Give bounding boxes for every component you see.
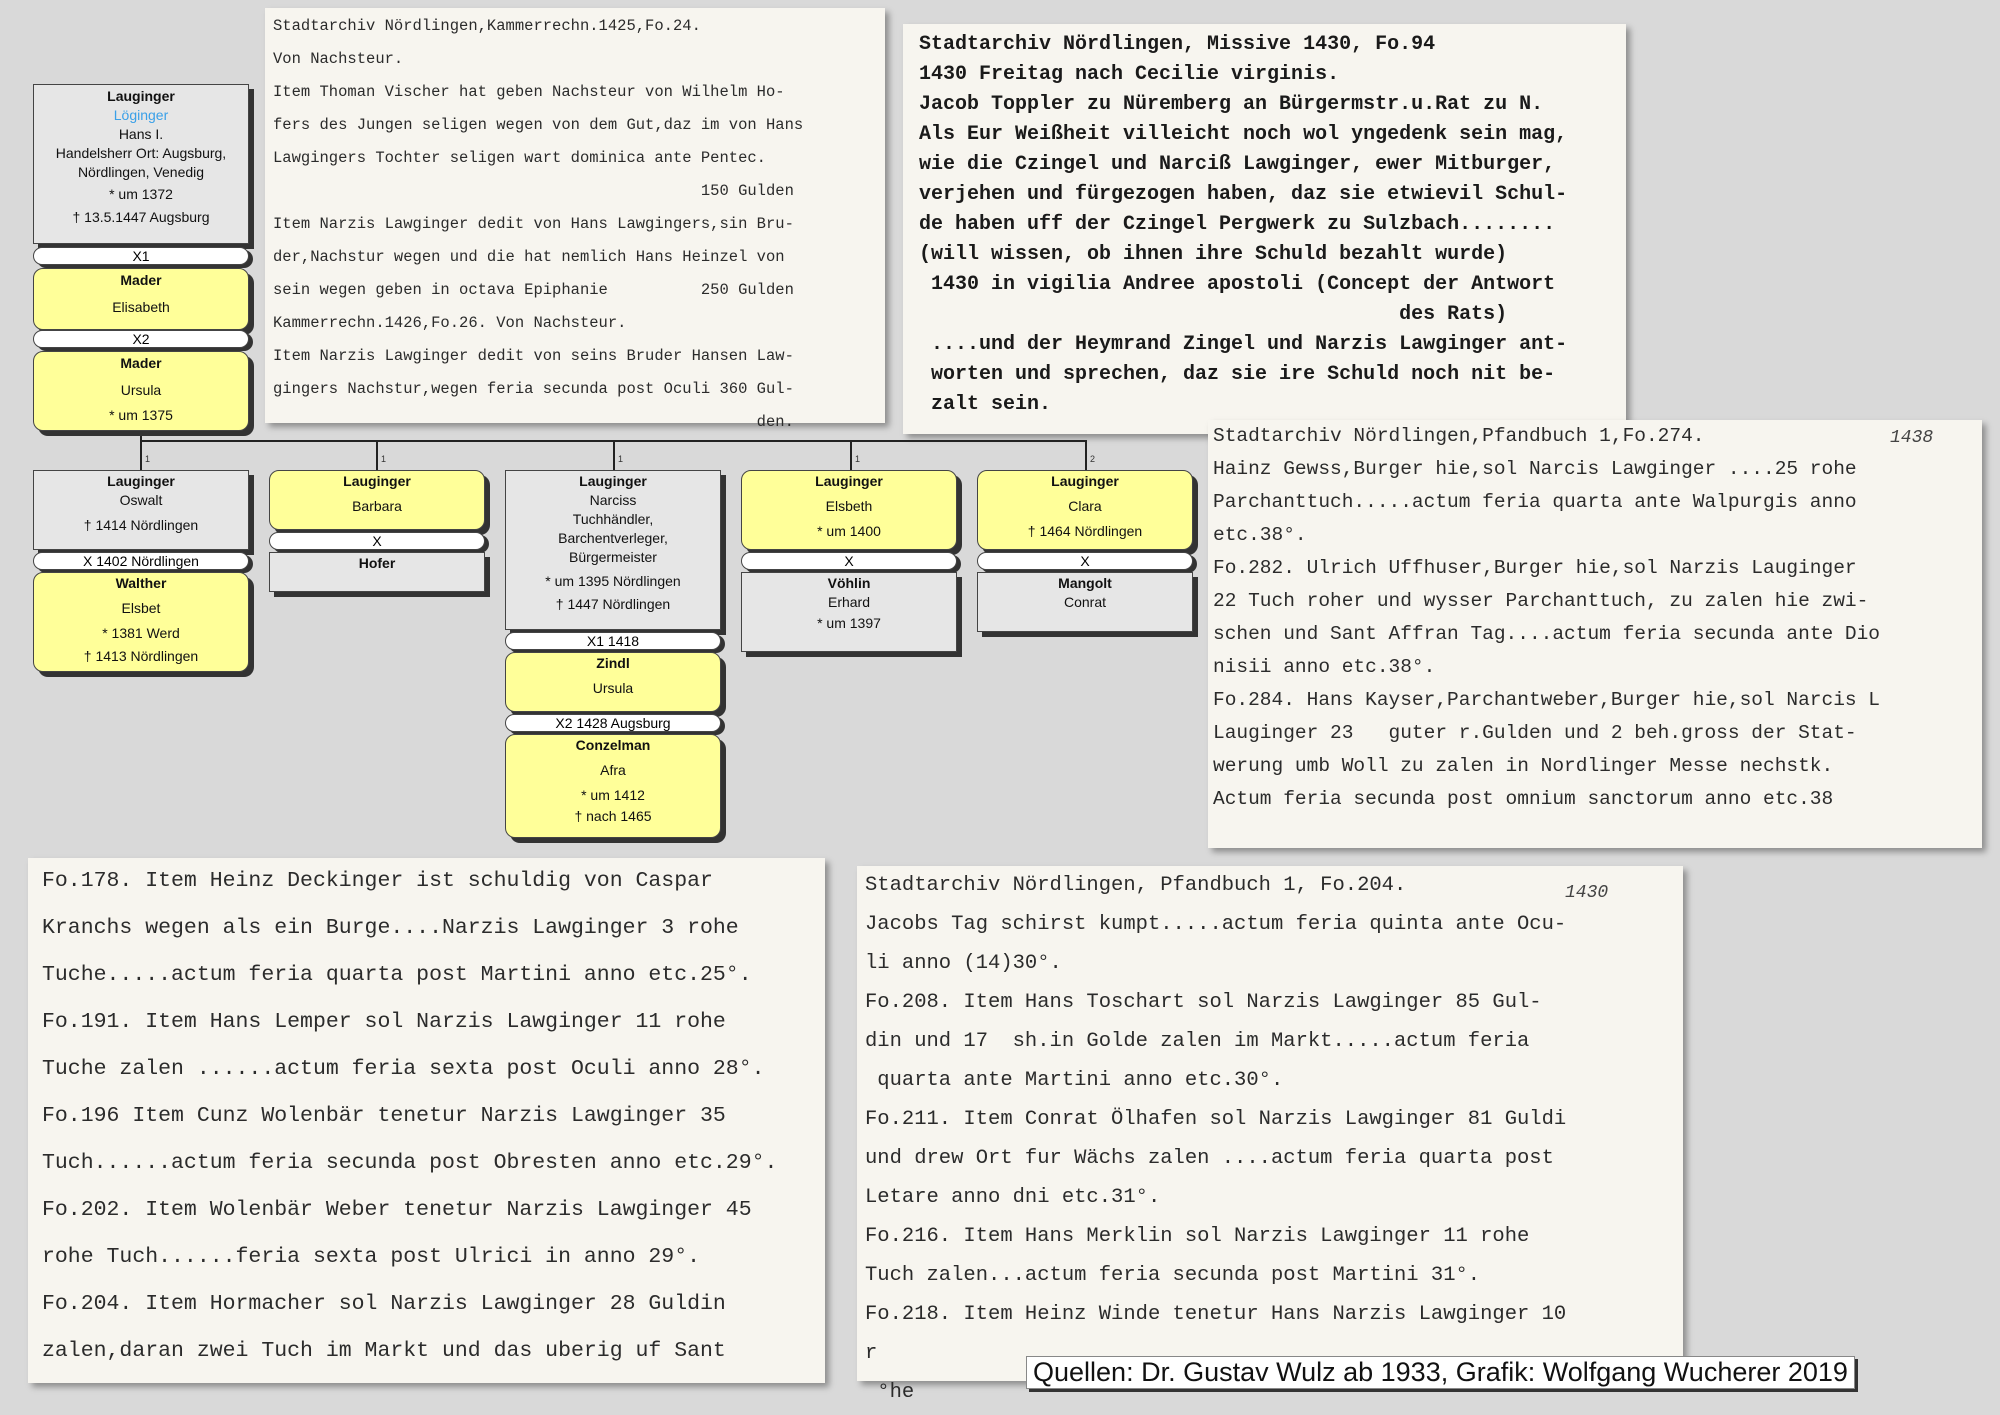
doc-line: sein wegen geben in octava Epiphanie 250 Gulden bbox=[273, 281, 794, 299]
doc-line: Kammerrechn.1426,Fo.26. Von Nachsteur. bbox=[273, 314, 627, 332]
marriage-clara: X bbox=[977, 552, 1193, 570]
doc-line: li anno (14)30°. bbox=[865, 952, 1062, 975]
doc-line: r bbox=[865, 1342, 878, 1365]
doc-pfandbuch-274 bbox=[1208, 420, 1982, 848]
doc-missive bbox=[903, 24, 1626, 434]
doc-line: quarta ante Martini anno etc.30°. bbox=[865, 1069, 1284, 1092]
marriage-x2: X2 bbox=[33, 330, 249, 348]
doc-line: gingers Nachstur,wegen feria secunda post Oculi 360 Gul- bbox=[273, 380, 794, 398]
child-number-2: 1 bbox=[381, 454, 387, 464]
marriage-elsbeth: X bbox=[741, 552, 957, 570]
doc-line: Fo.202. Item Wolenbär Weber tenetur Narzis Lawginger 45 bbox=[42, 1198, 752, 1222]
doc-line: Jacob Toppler zu Nüremberg an Bürgermstr.u.Rat zu N. bbox=[919, 93, 1544, 116]
doc-line: Item Narzis Lawginger dedit von seins Bruder Hansen Law- bbox=[273, 347, 794, 365]
doc-line: Letare anno dni etc.31°. bbox=[865, 1186, 1161, 1209]
doc-line: Tuche zalen ......actum feria sexta post Oculi anno 28°. bbox=[42, 1057, 765, 1081]
doc-line: Stadtarchiv Nördlingen,Kammerrechn.1425,Fo.24. bbox=[273, 17, 701, 35]
pfand204-text bbox=[865, 866, 1675, 1412]
pfand274-text bbox=[1213, 420, 1977, 816]
missive-text bbox=[919, 30, 1610, 420]
doc-line: ....und der Heymrand Zingel und Narzis Lawginger ant- bbox=[919, 333, 1568, 356]
child-number-3: 1 bbox=[618, 454, 624, 464]
doc-line: Tuch zalen...actum feria secunda post Martini 31°. bbox=[865, 1264, 1481, 1287]
doc-line: Item Thoman Vischer hat geben Nachsteur von Wilhelm Ho- bbox=[273, 83, 785, 101]
doc-line: den. bbox=[273, 413, 794, 431]
person-narciss-lauginger[interactable]: Lauginger Narciss Tuchhändler, Barchentverleger, Bürgermeister * um 1395 Nördlingen † 1447 Nördlingen bbox=[505, 470, 721, 630]
doc-line: Fo.211. Item Conrat Ölhafen sol Narzis Lawginger 81 Guldi bbox=[865, 1108, 1567, 1131]
connector-drop-5 bbox=[1085, 440, 1087, 470]
child-number-1: 1 bbox=[145, 454, 151, 464]
doc-line: 150 Gulden bbox=[273, 182, 794, 200]
doc-line: 1430 in vigilia Andree apostoli (Concept der Antwort bbox=[919, 273, 1556, 296]
marriage-narciss-x1: X1 1418 bbox=[505, 632, 721, 650]
connector-vertical-main bbox=[140, 430, 142, 470]
doc-line: din und 17 sh.in Golde zalen im Markt.....actum feria bbox=[865, 1030, 1530, 1053]
doc-line: der,Nachstur wegen und die hat nemlich Hans Heinzel von bbox=[273, 248, 785, 266]
doc-line: zalt sein. bbox=[919, 393, 1052, 416]
doc-line: nisii anno etc.38°. bbox=[1213, 656, 1436, 678]
marriage-narciss-x2: X2 1428 Augsburg bbox=[505, 714, 721, 732]
kammer-text bbox=[273, 10, 877, 439]
marriage-x1: X1 bbox=[33, 247, 249, 265]
person-elisabeth-mader[interactable]: Mader Elisabeth bbox=[33, 268, 249, 330]
person-ursula-zindl[interactable]: Zindl Ursula bbox=[505, 652, 721, 712]
connector-drop-3 bbox=[613, 440, 615, 470]
year-note-1430: 1430 bbox=[1565, 883, 1609, 903]
doc-line: schen und Sant Affran Tag....actum feria secunda ante Dio bbox=[1213, 623, 1881, 645]
doc-line: etc.38°. bbox=[1213, 524, 1307, 546]
doc-line: Fo.204. Item Hormacher sol Narzis Lawginger 28 Guldin bbox=[42, 1292, 726, 1316]
doc-line: Item Narzis Lawginger dedit von Hans Lawgingers,sin Bru- bbox=[273, 215, 794, 233]
doc-line: rohe Tuch......feria sexta post Ulrici in anno 29°. bbox=[42, 1245, 701, 1269]
doc-line: Lauginger 23 guter r.Gulden und 2 beh.gross der Stat- bbox=[1213, 722, 1857, 744]
person-conrat-mangolt[interactable]: Mangolt Conrat bbox=[977, 572, 1193, 632]
child-number-5: 2 bbox=[1090, 454, 1096, 464]
doc-line: wie die Czingel und Narciß Lawginger, ewer Mitburger, bbox=[919, 153, 1556, 176]
doc-line: Fo.282. Ulrich Uffhuser,Burger hie,sol Narzis Lauginger bbox=[1213, 557, 1857, 579]
child-number-4: 1 bbox=[855, 454, 861, 464]
person-ursula-mader[interactable]: Mader Ursula * um 1375 bbox=[33, 351, 249, 431]
doc-pfandbuch-204 bbox=[857, 866, 1683, 1404]
doc-line: Tuche.....actum feria quarta post Martini anno etc.25°. bbox=[42, 963, 752, 987]
doc-line: Fo.196 Item Cunz Wolenbär tenetur Narzis Lawginger 35 bbox=[42, 1104, 726, 1128]
doc-line: Fo.208. Item Hans Toschart sol Narzis Lawginger 85 Gul- bbox=[865, 991, 1542, 1014]
doc-line: Kranchs wegen als ein Burge....Narzis Lawginger 3 rohe bbox=[42, 916, 739, 940]
doc-line: des Rats) bbox=[919, 303, 1508, 326]
doc-line: Lawgingers Tochter seligen wart dominica ante Pentec. bbox=[273, 149, 766, 167]
doc-line: Fo.191. Item Hans Lemper sol Narzis Lawginger 11 rohe bbox=[42, 1010, 726, 1034]
connector-drop-4 bbox=[850, 440, 852, 470]
doc-line: 1430 Freitag nach Cecilie virginis. bbox=[919, 63, 1340, 86]
connector-drop-2 bbox=[376, 440, 378, 470]
doc-line: Parchanttuch.....actum feria quarta ante Walpurgis anno bbox=[1213, 491, 1857, 513]
doc-line: Jacobs Tag schirst kumpt.....actum feria quinta ante Ocu- bbox=[865, 913, 1567, 936]
fo178-text bbox=[42, 858, 811, 1375]
doc-line: Tuch......actum feria secunda post Obresten anno etc.29°. bbox=[42, 1151, 778, 1175]
doc-line: verjehen und fürgezogen haben, daz sie etwievil Schul- bbox=[919, 183, 1568, 206]
person-hans-lauginger[interactable]: Lauginger Löginger Hans I. Handelsherr Ort: Augsburg, Nördlingen, Venedig * um 1372 † 13.5.1447 Augsburg bbox=[33, 84, 249, 244]
doc-line: Stadtarchiv Nördlingen, Pfandbuch 1, Fo.204. bbox=[865, 874, 1407, 897]
doc-line: worten und sprechen, daz sie ire Schuld noch nit be- bbox=[919, 363, 1556, 386]
doc-line: Als Eur Weißheit villeicht noch wol yngedenk sein mag, bbox=[919, 123, 1568, 146]
doc-line: Fo.178. Item Heinz Deckinger ist schuldig von Caspar bbox=[42, 869, 713, 893]
doc-fo178 bbox=[28, 858, 825, 1383]
person-clara-lauginger[interactable]: Lauginger Clara † 1464 Nördlingen bbox=[977, 470, 1193, 550]
doc-line: de haben uff der Czingel Pergwerk zu Sulzbach........ bbox=[919, 213, 1556, 236]
doc-line: (will wissen, ob ihnen ihre Schuld bezahlt wurde) bbox=[919, 243, 1508, 266]
person-barbara-lauginger[interactable]: Lauginger Barbara bbox=[269, 470, 485, 530]
person-hofer[interactable]: Hofer bbox=[269, 552, 485, 592]
year-note-1438: 1438 bbox=[1890, 428, 1934, 448]
doc-line: °he bbox=[865, 1381, 915, 1404]
doc-line: zalen,daran zwei Tuch im Markt und das uberig uf Sant bbox=[42, 1339, 726, 1363]
doc-line: Fo.218. Item Heinz Winde tenetur Hans Narzis Lawginger 10 bbox=[865, 1303, 1567, 1326]
person-elsbet-walther[interactable]: Walther Elsbet * 1381 Werd † 1413 Nördlingen bbox=[33, 572, 249, 672]
doc-line: werung umb Woll zu zalen in Nordlinger Messe nechstk. bbox=[1213, 755, 1834, 777]
doc-kammerrechnung bbox=[265, 8, 885, 431]
marriage-barbara: X bbox=[269, 532, 485, 550]
doc-line: Von Nachsteur. bbox=[273, 50, 404, 68]
person-oswalt-lauginger[interactable]: Lauginger Oswalt † 1414 Nördlingen bbox=[33, 470, 249, 550]
person-elsbeth-lauginger[interactable]: Lauginger Elsbeth * um 1400 bbox=[741, 470, 957, 550]
source-caption: Quellen: Dr. Gustav Wulz ab 1933, Grafik: Wolfgang Wucherer 2019 bbox=[1026, 1356, 1855, 1389]
doc-line: Stadtarchiv Nördlingen, Missive 1430, Fo.94 bbox=[919, 33, 1436, 56]
alt-name: Löginger bbox=[113, 106, 169, 123]
doc-line: Fo.284. Hans Kayser,Parchantweber,Burger hie,sol Narcis L bbox=[1213, 689, 1881, 711]
doc-line: 22 Tuch roher und wysser Parchanttuch, zu zalen hie zwi- bbox=[1213, 590, 1869, 612]
marriage-oswalt: X 1402 Nördlingen bbox=[33, 552, 249, 570]
doc-line: Fo.216. Item Hans Merklin sol Narzis Lawginger 11 rohe bbox=[865, 1225, 1530, 1248]
doc-line: Hainz Gewss,Burger hie,sol Narcis Lawginger ....25 rohe bbox=[1213, 458, 1857, 480]
person-erhard-voehlin[interactable]: Vöhlin Erhard * um 1397 bbox=[741, 572, 957, 652]
person-afra-conzelman[interactable]: Conzelman Afra * um 1412 † nach 1465 bbox=[505, 734, 721, 838]
doc-line: Actum feria secunda post omnium sanctorum anno etc.38 bbox=[1213, 788, 1834, 810]
doc-line: Stadtarchiv Nördlingen,Pfandbuch 1,Fo.274. bbox=[1213, 425, 1705, 447]
doc-line: fers des Jungen seligen wegen von dem Gut,daz im von Hans bbox=[273, 116, 804, 134]
doc-line: und drew Ort fur Wächs zalen ....actum feria quarta post bbox=[865, 1147, 1554, 1170]
